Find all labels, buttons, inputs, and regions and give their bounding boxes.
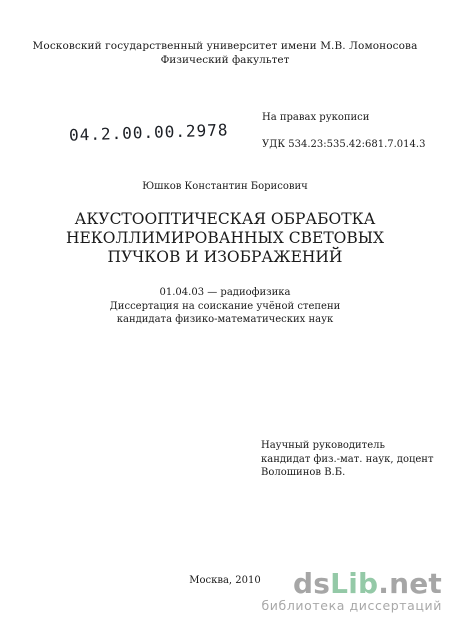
degree-info — [0, 286, 450, 327]
udc-code: УДК 534.23:535.42:681.7.014.3 — [262, 139, 426, 150]
city-year: Москва, 2010 — [189, 575, 261, 586]
advisor-line-role: Научный руководитель — [261, 440, 385, 451]
watermark-logo — [293, 567, 442, 600]
watermark-logo-net: .net — [378, 567, 442, 600]
author-name: Юшков Константин Борисович — [142, 181, 308, 192]
dissertation-title — [0, 210, 450, 267]
degree-line-level: кандидата физико-математических наук — [116, 314, 334, 325]
title-line: НЕКОЛЛИМИРОВАННЫХ СВЕТОВЫХ — [65, 229, 385, 247]
title-line: АКУСТООПТИЧЕСКАЯ ОБРАБОТКА — [74, 210, 376, 228]
watermark-logo-ds: ds — [293, 567, 331, 600]
degree-line-specialty: 01.04.03 — радиофизика — [159, 287, 291, 298]
advisor-line-name: Волошинов В.Б. — [261, 467, 346, 478]
manuscript-note: На правах рукописи — [262, 112, 370, 123]
dslib-watermark — [260, 567, 442, 613]
watermark-logo-lib: Lib — [330, 567, 379, 600]
faculty-name: Физический факультет — [160, 54, 290, 66]
watermark-subtitle: библиотека диссертаций — [261, 598, 442, 613]
handwritten-registration-number: 04.2.00.00.2978 — [68, 120, 229, 145]
title-line: ПУЧКОВ И ИЗОБРАЖЕНИЙ — [107, 248, 343, 266]
university-name: Московский государственный университет имени М.В. Ломоносова — [32, 40, 418, 52]
degree-line-purpose: Диссертация на соискание учёной степени — [109, 300, 341, 312]
scientific-advisor — [261, 439, 434, 480]
advisor-line-degree: кандидат физ.-мат. наук, доцент — [261, 453, 434, 465]
